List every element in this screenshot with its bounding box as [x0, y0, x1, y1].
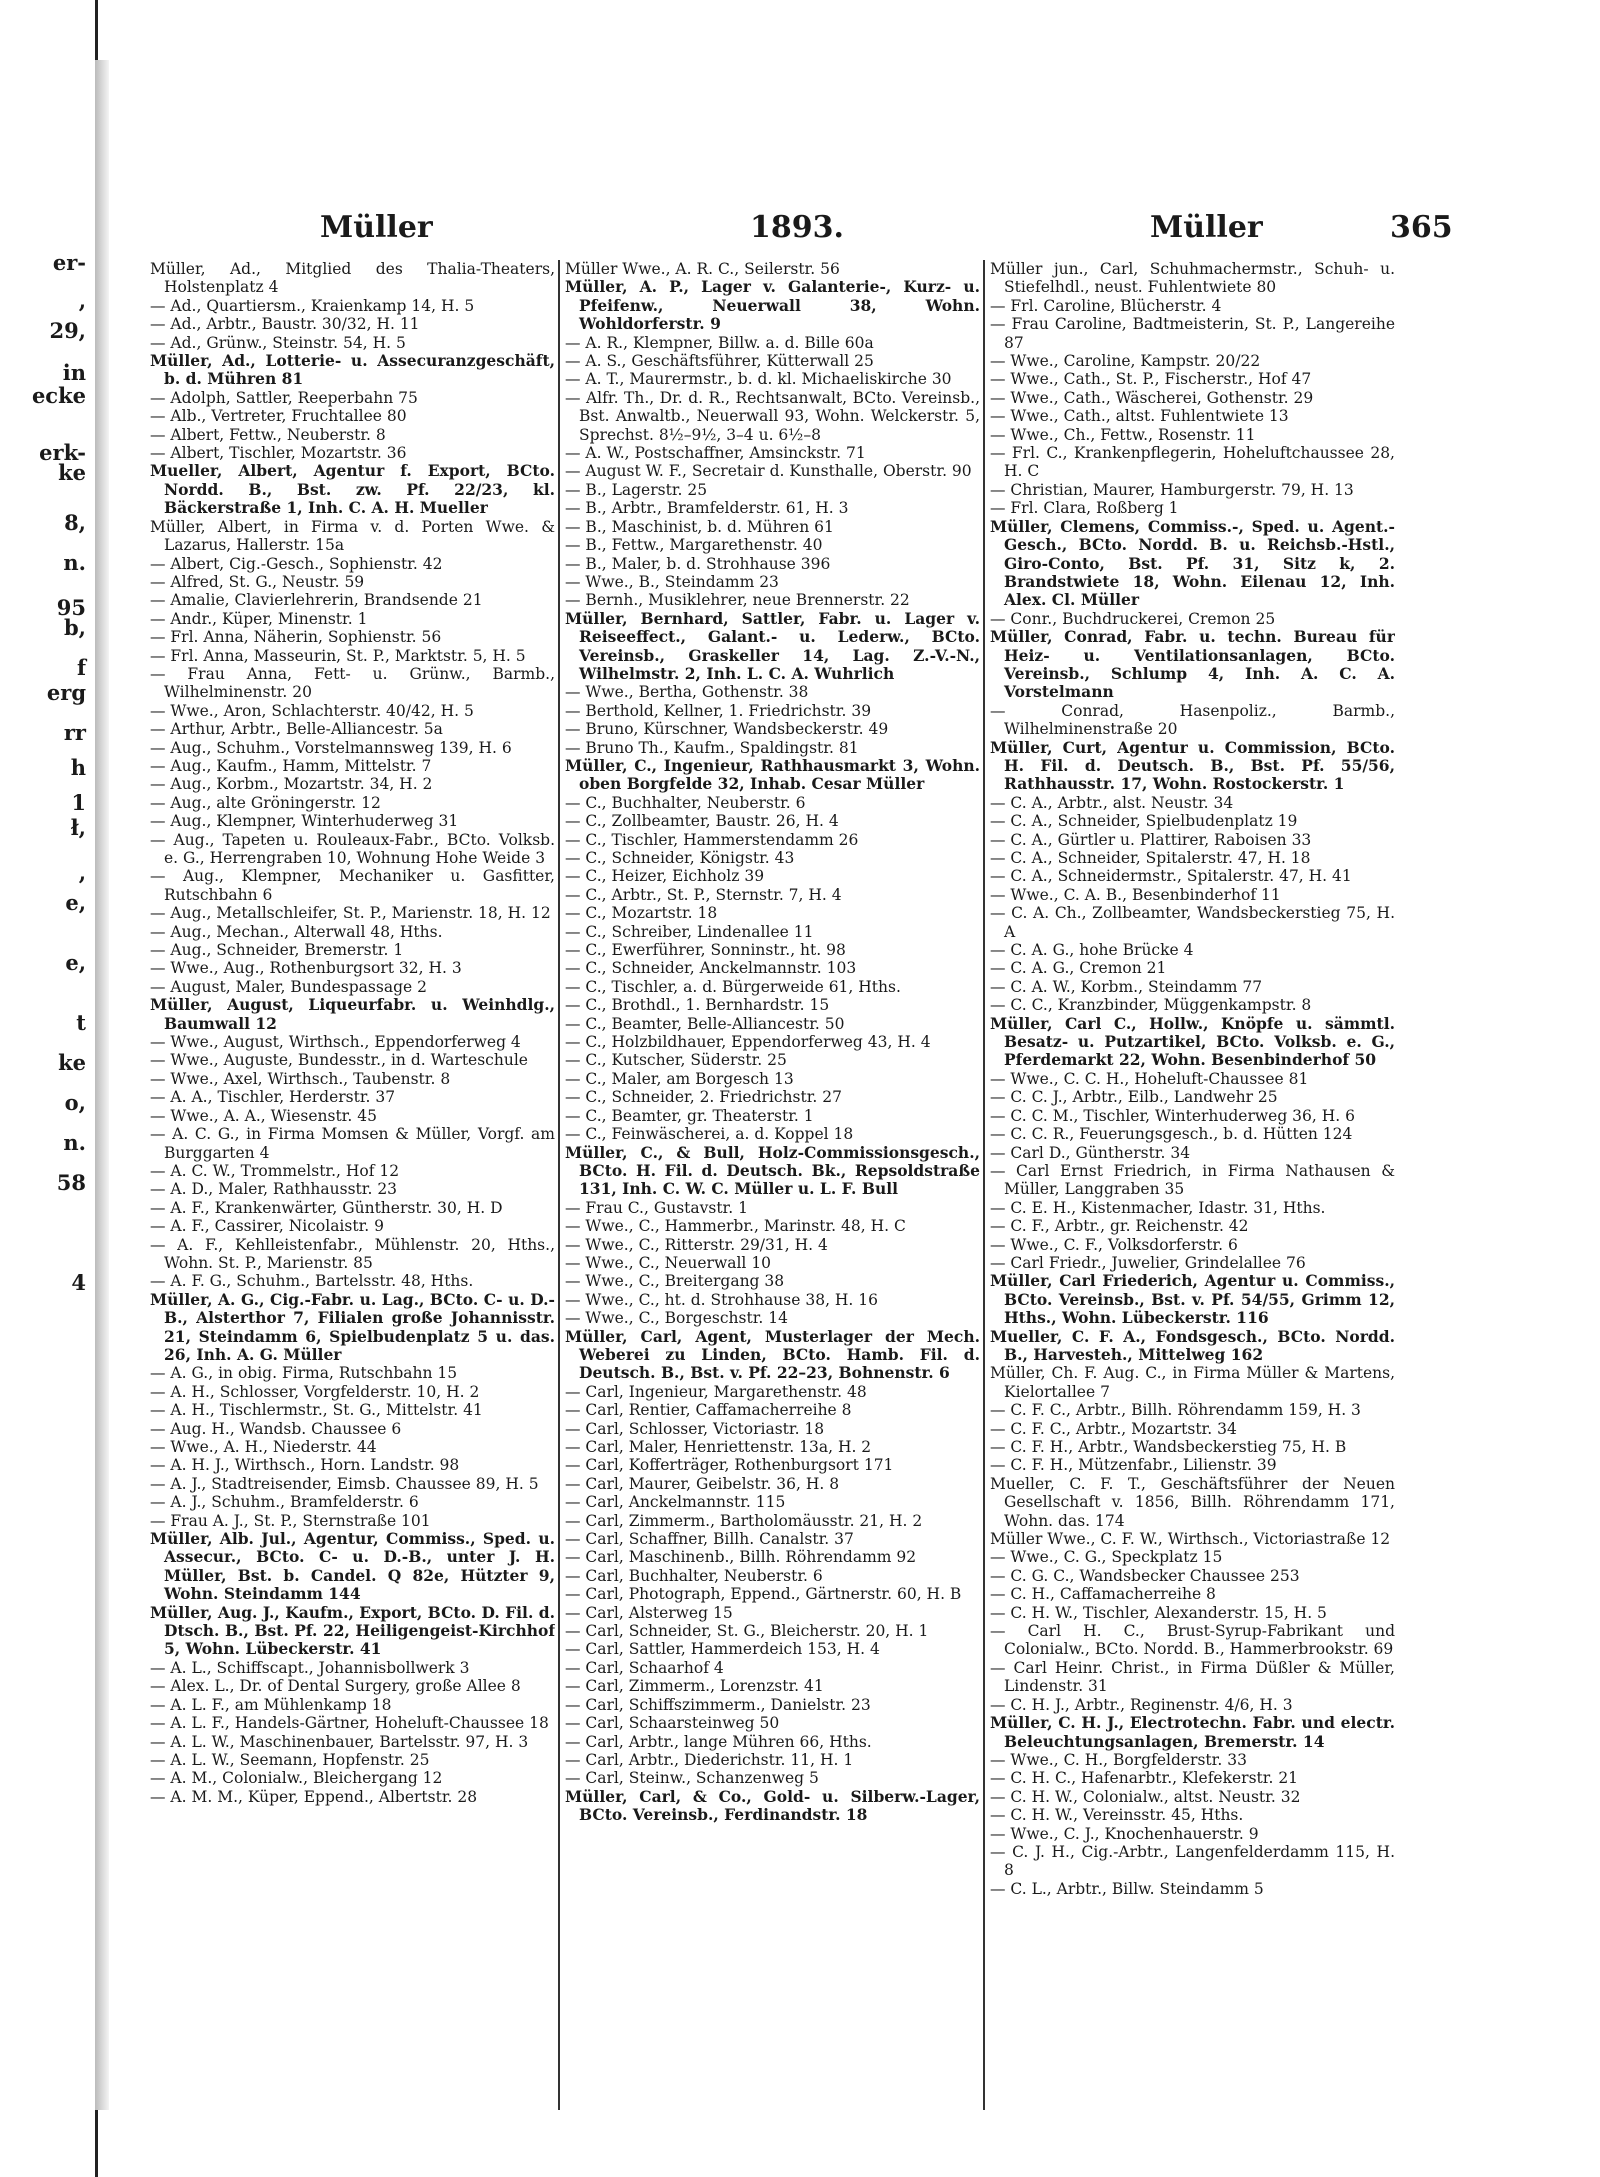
page-number: 365 [1390, 210, 1453, 245]
header-right: Müller [1150, 210, 1263, 245]
directory-entry: — C. C. M., Tischler, Winterhuderweg 36, H. 6 [990, 1106, 1355, 1125]
directory-entry: — A. D., Maler, Rathhausstr. 23 [150, 1180, 398, 1199]
directory-entry: — C., Brothdl., 1. Bernhardstr. 15 [565, 996, 830, 1015]
directory-entry: — Aug., Schneider, Bremerstr. 1 [150, 941, 404, 960]
directory-entry: Müller, Carl, & Co., Gold- u. Silberw.-Lager, BCto. Vereinsb., Ferdinandstr. 18 [565, 1786, 980, 1825]
directory-entry: — Wwe., Caroline, Kampstr. 20/22 [990, 352, 1261, 371]
directory-entry: — Aug., Tapeten u. Rouleaux-Fabr., BCto. Volksb. e. G., Herrengraben 10, Wohnung Hohe Weide 3 [150, 830, 555, 867]
directory-entry: — C., Tischler, a. d. Bürgerweide 61, Hths. [565, 977, 901, 996]
directory-entry: — C. F. H., Arbtr., Wandsbeckerstieg 75, H. B [990, 1438, 1347, 1456]
directory-entry: Mueller, Albert, Agentur f. Export, BCto. Nordd. B., Bst. zw. Pf. 22/23, kl. Bäckerstraße 1, Inh. C. A. H. Mueller [150, 461, 555, 518]
directory-entry: — A. F., Kehlleistenfabr., Mühlenstr. 20, Hths., Wohn. St. P., Marienstr. 85 [150, 1235, 555, 1272]
directory-entry: — Carl, Schaarhof 4 [565, 1658, 724, 1677]
directory-entry: — A. L., Schiffscapt., Johannisbollwerk 3 [150, 1658, 470, 1677]
directory-entry: — C., Schneider, Anckelmannstr. 103 [565, 959, 857, 978]
directory-entry: — C., Schneider, Königstr. 43 [565, 849, 795, 867]
directory-entry: — Aug. H., Wandsb. Chaussee 6 [150, 1419, 402, 1438]
directory-entry: — A. C. W., Trommelstr., Hof 12 [150, 1161, 400, 1180]
directory-entry: — Frl. Caroline, Blücherstr. 4 [990, 296, 1222, 315]
directory-entry: — Aug., alte Gröningerstr. 12 [150, 793, 381, 812]
directory-entry: — Wwe., C. F., Volksdorferstr. 6 [990, 1235, 1238, 1254]
directory-entry: — C., Maler, am Borgesch 13 [565, 1069, 794, 1088]
directory-entry: — C. A., Schneider, Spitalerstr. 47, H. 18 [990, 849, 1311, 867]
directory-entry: — C. F., Arbtr., gr. Reichenstr. 42 [990, 1217, 1249, 1236]
directory-entry: — C., Beamter, gr. Theaterstr. 1 [565, 1106, 814, 1125]
directory-entry: — Alex. L., Dr. of Dental Surgery, große Allee 8 [150, 1677, 521, 1696]
directory-entry: — Aug., Klempner, Winterhuderweg 31 [150, 812, 459, 831]
margin-fragment: erg [46, 680, 86, 705]
directory-entry: — A. F., Krankenwärter, Güntherstr. 30, H. D [150, 1198, 503, 1217]
directory-entry: Müller, Curt, Agentur u. Commission, BCto. H. Fil. d. Deutsch. B., Bst. Pf. 55/56, Rathhausstr. 17, Wohn. Rostockerstr. 1 [990, 737, 1395, 794]
directory-entry: — Carl, Schlosser, Victoriastr. 18 [565, 1419, 825, 1438]
margin-fragment: , [78, 860, 86, 885]
directory-entry: — A. M. M., Küper, Eppend., Albertstr. 28 [150, 1787, 478, 1806]
directory-entry: — Berthold, Kellner, 1. Friedrichstr. 39 [565, 701, 872, 720]
directory-entry: Müller, Aug. J., Kaufm., Export, BCto. D. Fil. d. Dtsch. B., Bst. Pf. 22, Heiligengeist-Kirchhof 5, Wohn. Lübeckerstr. 41 [150, 1602, 555, 1659]
directory-entry: — C. H. W., Tischler, Alexanderstr. 15, H. 5 [990, 1603, 1327, 1622]
directory-entry: — Wwe., C. G., Speckplatz 15 [990, 1548, 1223, 1567]
margin-fragment: h [70, 755, 86, 780]
directory-entry: — A. F. G., Schuhm., Bartelsstr. 48, Hths. [150, 1272, 474, 1291]
directory-entry: — A. J., Stadtreisender, Eimsb. Chaussee 89, H. 5 [150, 1474, 539, 1493]
directory-entry: — Carl, Photograph, Eppend., Gärtnerstr. 60, H. B [565, 1585, 962, 1604]
directory-entry: — Carl, Arbtr., lange Mühren 66, Hths. [565, 1732, 872, 1751]
directory-entry: — C., Heizer, Eichholz 39 [565, 867, 765, 886]
directory-entry: — Alfred, St. G., Neustr. 59 [150, 572, 365, 591]
directory-entry: — Aug., Metallschleifer, St. P., Marienstr. 18, H. 12 [150, 904, 551, 923]
directory-entry: — Carl D., Güntherstr. 34 [990, 1143, 1191, 1162]
directory-entry: Müller, Carl C., Hollw., Knöpfe u. sämmtl. Besatz- u. Putzartikel, BCto. Volksb. e. G., Pferdemarkt 22, Wohn. Besenbinderhof 50 [990, 1013, 1395, 1070]
directory-entry: — Bernh., Musiklehrer, neue Brennerstr. 22 [565, 591, 910, 610]
directory-entry: — C., Tischler, Hammerstendamm 26 [565, 830, 859, 849]
directory-entry: — C., Beamter, Belle-Alliancestr. 50 [565, 1014, 845, 1033]
directory-entry: — Wwe., C. C. H., Hoheluft-Chaussee 81 [990, 1069, 1309, 1088]
directory-entry: — C., Ewerführer, Sonninstr., ht. 98 [565, 941, 846, 960]
directory-entry: — C. C. R., Feuerungsgesch., b. d. Hütten 124 [990, 1125, 1353, 1144]
directory-entry: — Albert, Tischler, Mozartstr. 36 [150, 444, 407, 463]
directory-entry: — Carl, Buchhalter, Neuberstr. 6 [565, 1566, 823, 1585]
directory-entry: — Carl, Anckelmannstr. 115 [565, 1493, 786, 1512]
directory-entry: — C. A., Schneider, Spielbudenplatz 19 [990, 812, 1298, 831]
directory-entry: — Wwe., Ch., Fettw., Rosenstr. 11 [990, 425, 1256, 444]
directory-entry: — Christian, Maurer, Hamburgerstr. 79, H. 13 [990, 480, 1354, 499]
margin-fragment: , [78, 288, 86, 313]
directory-entry: — Carl, Sattler, Hammerdeich 153, H. 4 [565, 1640, 880, 1659]
directory-entry: — Carl, Schaffner, Billh. Canalstr. 37 [565, 1530, 854, 1549]
directory-entry: — B., Maler, b. d. Strohhause 396 [565, 554, 831, 573]
directory-entry: — August, Maler, Bundespassage 2 [150, 977, 427, 996]
directory-entry: — A. H., Tischlermstr., St. G., Mittelstr. 41 [150, 1401, 483, 1420]
directory-entry: — Carl, Maschinenb., Billh. Röhrendamm 92 [565, 1548, 917, 1567]
directory-entry: — B., Fettw., Margarethenstr. 40 [565, 536, 823, 555]
margin-fragment: 8, [64, 510, 86, 535]
directory-entry: — A. F., Cassirer, Nicolaistr. 9 [150, 1217, 384, 1236]
directory-entry: Müller, Albert, in Firma v. d. Porten Wwe. & Lazarus, Hallerstr. 15a [150, 517, 555, 555]
directory-entry: — Ad., Quartiersm., Kraienkamp 14, H. 5 [150, 296, 475, 315]
directory-entry: — Carl H. C., Brust-Syrup-Fabrikant und Colonialw., BCto. Nordd. B., Hammerbrookstr. 69 [990, 1622, 1395, 1659]
directory-entry: — Wwe., August, Wirthsch., Eppendorferweg 4 [150, 1033, 521, 1052]
directory-entry: — Frau Anna, Fett- u. Grünw., Barmb., Wilhelminenstr. 20 [150, 664, 555, 702]
margin-fragment: b, [64, 615, 86, 640]
directory-entry: — A. W., Postschaffner, Amsinckstr. 71 [565, 444, 866, 463]
directory-entry: — Carl, Maurer, Geibelstr. 36, H. 8 [565, 1474, 840, 1493]
directory-entry: — Carl, Ingenieur, Margarethenstr. 48 [565, 1382, 867, 1401]
margin-fragment: er- [52, 250, 86, 275]
margin-fragment: ke [58, 1050, 86, 1075]
directory-entry: — C. F. H., Mützenfabr., Lilienstr. 39 [990, 1456, 1277, 1475]
directory-entry: — C. C., Kranzbinder, Müggenkampstr. 8 [990, 996, 1312, 1015]
directory-entry: — A. T., Maurermstr., b. d. kl. Michaeliskirche 30 [565, 370, 952, 389]
directory-entry: Müller, C. H. J., Electrotechn. Fabr. und electr. Beleuchtungsanlagen, Bremerstr. 14 [990, 1713, 1395, 1751]
directory-entry: — Wwe., Cath., Wäscherei, Gothenstr. 29 [990, 388, 1314, 407]
margin-fragment: 29, [49, 318, 86, 343]
directory-entry: — Wwe., Aug., Rothenburgsort 32, H. 3 [150, 959, 462, 978]
directory-entry: — Wwe., C., Ritterstr. 29/31, H. 4 [565, 1235, 828, 1254]
margin-fragment: n. [63, 1130, 86, 1155]
directory-entry: — Wwe., C. J., Knochenhauerstr. 9 [990, 1824, 1259, 1843]
directory-entry: — C., Zollbeamter, Baustr. 26, H. 4 [565, 812, 839, 831]
directory-entry: — Wwe., Cath., altst. Fuhlentwiete 13 [990, 407, 1289, 426]
directory-entry: — C., Buchhalter, Neuberstr. 6 [565, 793, 806, 812]
directory-entry: — A. L. W., Maschinenbauer, Bartelsstr. 97, H. 3 [150, 1732, 529, 1751]
directory-entry: — Conrad, Hasenpoliz., Barmb., Wilhelminenstraße 20 [990, 701, 1395, 739]
directory-entry: — Ad., Grünw., Steinstr. 54, H. 5 [150, 333, 406, 352]
directory-entry: Müller, Ad., Mitglied des Thalia-Theaters, Holstenplatz 4 [150, 260, 555, 297]
column-2 [565, 260, 980, 2120]
column-3 [990, 260, 1395, 2120]
directory-entry: — C. A., Schneidermstr., Spitalerstr. 47, H. 41 [990, 867, 1352, 886]
directory-entry: — Carl, Kofferträger, Rothenburgsort 171 [565, 1456, 894, 1475]
directory-entry: — C. F. C., Arbtr., Mozartstr. 34 [990, 1419, 1237, 1438]
directory-entry: — Carl Ernst Friedrich, in Firma Nathausen & Müller, Langgraben 35 [990, 1161, 1395, 1199]
directory-page [150, 170, 1470, 2130]
directory-entry: — Conr., Buchdruckerei, Cremon 25 [990, 609, 1276, 628]
directory-entry: — Aug., Schuhm., Vorstelmannsweg 139, H. 6 [150, 738, 512, 757]
directory-entry: — Frl. Clara, Roßberg 1 [990, 499, 1179, 518]
directory-entry: — B., Maschinist, b. d. Mühren 61 [565, 517, 834, 536]
directory-entry: — Alb., Vertreter, Fruchtallee 80 [150, 407, 407, 426]
running-header [150, 210, 1470, 250]
directory-entry: — Frl. C., Krankenpflegerin, Hoheluftchaussee 28, H. C [990, 444, 1395, 481]
directory-entry: — C., Schneider, 2. Friedrichstr. 27 [565, 1088, 842, 1107]
directory-entry: — A. H., Schlosser, Vorgfelderstr. 10, H. 2 [150, 1382, 480, 1401]
directory-entry: — Albert, Cig.-Gesch., Sophienstr. 42 [150, 554, 443, 573]
directory-entry: — August W. F., Secretair d. Kunsthalle, Oberstr. 90 [565, 462, 972, 481]
directory-entry: Müller, C., Ingenieur, Rathhausmarkt 3, Wohn. oben Borgfelde 32, Inhab. Cesar Müller [565, 755, 980, 794]
margin-fragment: erk- [39, 440, 86, 465]
margin-fragment: ł, [70, 815, 86, 840]
directory-entry: — Carl, Zimmerm., Bartholomäusstr. 21, H. 2 [565, 1511, 923, 1530]
directory-entry: Müller Wwe., A. R. C., Seilerstr. 56 [565, 260, 840, 278]
margin-fragment: 58 [56, 1170, 86, 1195]
directory-entry: — Wwe., A. A., Wiesenstr. 45 [150, 1106, 377, 1125]
entry-columns [150, 260, 1470, 2120]
directory-entry: — C. J. H., Cig.-Arbtr., Langenfelderdamm 115, H. 8 [990, 1842, 1395, 1880]
directory-entry: — C. A. Ch., Zollbeamter, Wandsbeckerstieg 75, H. A [990, 904, 1395, 941]
directory-entry: — B., Arbtr., Bramfelderstr. 61, H. 3 [565, 499, 849, 518]
directory-entry: — C. L., Arbtr., Billw. Steindamm 5 [990, 1879, 1264, 1898]
directory-entry: — C., Feinwäscherei, a. d. Koppel 18 [565, 1125, 854, 1144]
directory-entry: — Wwe., B., Steindamm 23 [565, 572, 779, 591]
directory-entry: — Adolph, Sattler, Reeperbahn 75 [150, 388, 418, 407]
directory-entry: — Aug., Kaufm., Hamm, Mittelstr. 7 [150, 756, 432, 775]
directory-entry: Müller, Ch. F. Aug. C., in Firma Müller & Martens, Kielortallee 7 [990, 1364, 1395, 1401]
directory-entry: — Amalie, Clavierlehrerin, Brandsende 21 [150, 591, 483, 610]
directory-entry: Müller, Conrad, Fabr. u. techn. Bureau für Heiz- u. Ventilationsanlagen, BCto. Vereinsb., Schlump 4, Inh. A. C. A. Vorstelmann [990, 627, 1395, 702]
directory-entry: — Carl, Rentier, Caffamacherreihe 8 [565, 1401, 852, 1420]
directory-entry: — A. S., Geschäftsführer, Kütterwall 25 [565, 352, 874, 371]
directory-entry: — Wwe., C., Hammerbr., Marinstr. 48, H. C [565, 1217, 906, 1236]
directory-entry: — Frau Caroline, Badtmeisterin, St. P., Langereihe 87 [990, 315, 1395, 352]
directory-entry: — A. L. F., Handels-Gärtner, Hoheluft-Chaussee 18 [150, 1714, 549, 1733]
directory-entry: — Wwe., Bertha, Gothenstr. 38 [565, 683, 809, 702]
directory-entry: — C. A. G., Cremon 21 [990, 959, 1167, 978]
directory-entry: Müller, Carl Friederich, Agentur u. Commiss., BCto. Vereinsb., Bst. v. Pf. 54/55, Grimm 12, Hths., Wohn. Lübeckerstr. 116 [990, 1271, 1395, 1328]
margin-fragment: ecke [31, 383, 86, 408]
directory-entry: — C. A. G., hohe Brücke 4 [990, 941, 1194, 960]
directory-entry: — C., Arbtr., St. P., Sternstr. 7, H. 4 [565, 885, 842, 904]
directory-entry: — C. H. C., Hafenarbtr., Klefekerstr. 21 [990, 1769, 1299, 1788]
directory-entry: — Ad., Arbtr., Baustr. 30/32, H. 11 [150, 315, 420, 334]
directory-entry: — Wwe., C., Breitergang 38 [565, 1272, 785, 1291]
margin-fragment: e, [65, 950, 86, 975]
directory-entry: — A. H. J., Wirthsch., Horn. Landstr. 98 [150, 1456, 460, 1475]
directory-entry: Müller jun., Carl, Schuhmachermstr., Schuh- u. Stiefelhdl., neust. Fuhlentwiete 80 [990, 260, 1395, 297]
directory-entry: — Albert, Fettw., Neuberstr. 8 [150, 425, 386, 444]
directory-entry: — Wwe., C., ht. d. Strohhause 38, H. 16 [565, 1290, 879, 1309]
directory-entry: — Frl. Anna, Masseurin, St. P., Marktstr. 5, H. 5 [150, 646, 526, 665]
directory-entry: — Alfr. Th., Dr. d. R., Rechtsanwalt, BCto. Vereinsb., Bst. Anwaltb., Neuerwall 93, Wohn. Welckerstr. 5, Sprechst. 8½–9½, 3–4 u. 6½–8 [565, 388, 980, 444]
directory-entry: — Wwe., Auguste, Bundesstr., in d. Warteschule [150, 1051, 528, 1070]
directory-entry: Müller, C., & Bull, Holz-Commissionsgesch., BCto. H. Fil. d. Deutsch. Bk., Repsoldstraße 131, Inh. C. W. C. Müller u. L. F. Bull [565, 1142, 980, 1199]
directory-entry: Mueller, C. F. A., Fondsgesch., BCto. Nordd. B., Harvesteh., Mittelweg 162 [990, 1326, 1395, 1364]
directory-entry: — C. H. W., Vereinsstr. 45, Hths. [990, 1806, 1244, 1825]
directory-entry: — Wwe., Aron, Schlachterstr. 40/42, H. 5 [150, 701, 474, 720]
directory-entry: — C. H. J., Arbtr., Reginenstr. 4/6, H. 3 [990, 1695, 1293, 1714]
margin-fragment: t [76, 1010, 86, 1035]
directory-entry: Müller, August, Liqueurfabr. u. Weinhdlg., Baumwall 12 [150, 995, 555, 1033]
directory-entry: — Frau C., Gustavstr. 1 [565, 1198, 748, 1217]
directory-entry: — Wwe., C., Neuerwall 10 [565, 1253, 772, 1272]
previous-page-edge [0, 0, 98, 2177]
directory-entry: Müller, Ad., Lotterie- u. Assecuranzgeschäft, b. d. Mühren 81 [150, 351, 555, 389]
directory-entry: — Wwe., C. H., Borgfelderstr. 33 [990, 1750, 1247, 1769]
directory-entry: — C. H. W., Colonialw., altst. Neustr. 32 [990, 1787, 1301, 1806]
directory-entry: — A. L. W., Seemann, Hopfenstr. 25 [150, 1750, 430, 1769]
directory-entry: — A. C. G., in Firma Momsen & Müller, Vorgf. am Burggarten 4 [150, 1125, 555, 1162]
directory-entry: — Carl, Steinw., Schanzenweg 5 [565, 1769, 819, 1788]
directory-entry: — C. E. H., Kistenmacher, Idastr. 31, Hths. [990, 1198, 1326, 1217]
margin-fragment: ke [58, 460, 86, 485]
directory-entry: — Wwe., Cath., St. P., Fischerstr., Hof 47 [990, 370, 1312, 389]
directory-entry: Müller, A. G., Cig.-Fabr. u. Lag., BCto. C- u. D.-B., Alsterthor 7, Filialen große Johannisstr. 21, Steindamm 6, Spielbudenplatz 5 u. das. 26, Inh. A. G. Müller [150, 1289, 555, 1364]
directory-entry: — Wwe., A. H., Niederstr. 44 [150, 1438, 377, 1456]
directory-entry: — Frau A. J., St. P., Sternstraße 101 [150, 1511, 431, 1530]
directory-entry: — Bruno, Kürschner, Wandsbeckerstr. 49 [565, 720, 889, 739]
header-left: Müller [320, 210, 433, 245]
directory-entry: — C. G. C., Wandsbecker Chaussee 253 [990, 1566, 1300, 1585]
directory-entry: — C. A., Gürtler u. Plattirer, Raboisen 33 [990, 830, 1312, 849]
directory-entry: — Aug., Klempner, Mechaniker u. Gasfitter, Rutschbahn 6 [150, 867, 555, 904]
directory-entry: — C. A., Arbtr., alst. Neustr. 34 [990, 793, 1234, 812]
margin-fragment: 1 [71, 790, 86, 815]
directory-entry: Müller, Alb. Jul., Agentur, Commiss., Sped. u. Assecur., BCto. C- u. D.-B., unter J. H. Müller, Bst. b. Candel. Q 82e, Hützter 9, Wohn. Steindamm 144 [150, 1529, 555, 1604]
directory-entry: — Carl, Schiffszimmerm., Danielstr. 23 [565, 1695, 871, 1714]
directory-entry: — A. M., Colonialw., Bleichergang 12 [150, 1769, 443, 1788]
column-1 [150, 260, 555, 2120]
directory-entry: — A. J., Schuhm., Bramfelderstr. 6 [150, 1493, 419, 1512]
directory-entry: — Aug., Korbm., Mozartstr. 34, H. 2 [150, 775, 433, 794]
directory-entry: — C. C. J., Arbtr., Eilb., Landwehr 25 [990, 1088, 1278, 1107]
directory-entry: — C. H., Caffamacherreihe 8 [990, 1585, 1216, 1604]
directory-entry: Müller Wwe., C. F. W., Wirthsch., Victoriastraße 12 [990, 1530, 1391, 1549]
directory-entry: Mueller, C. F. T., Geschäftsführer der Neuen Gesellschaft v. 1856, Billh. Röhrendamm 171, Wohn. das. 174 [990, 1474, 1395, 1530]
directory-entry: — Wwe., C., Borgeschstr. 14 [565, 1309, 788, 1328]
directory-entry: — C. A. W., Korbm., Steindamm 77 [990, 977, 1263, 996]
directory-entry: — A. L. F., am Mühlenkamp 18 [150, 1695, 392, 1714]
book-gutter [95, 60, 109, 2110]
column-divider [558, 260, 560, 2110]
margin-fragment: f [76, 655, 86, 680]
directory-entry: — Wwe., Axel, Wirthsch., Taubenstr. 8 [150, 1069, 451, 1088]
margin-fragment: e, [65, 890, 86, 915]
directory-entry: — Carl, Zimmerm., Lorenzstr. 41 [565, 1677, 824, 1696]
directory-entry: — Carl Heinr. Christ., in Firma Düßler & Müller, Lindenstr. 31 [990, 1658, 1395, 1696]
directory-entry: — Carl, Alsterweg 15 [565, 1603, 733, 1622]
directory-entry: — B., Lagerstr. 25 [565, 480, 708, 499]
directory-entry: — Carl, Schneider, St. G., Bleicherstr. 20, H. 1 [565, 1622, 929, 1641]
directory-entry: — Wwe., C. A. B., Besenbinderhof 11 [990, 885, 1281, 904]
directory-entry: — A. R., Klempner, Billw. a. d. Bille 60a [565, 333, 874, 352]
directory-entry: — C., Holzbildhauer, Eppendorferweg 43, H. 4 [565, 1033, 931, 1052]
directory-entry: Müller, Carl, Agent, Musterlager der Mech. Weberei zu Linden, BCto. Hamb. Fil. d. Deutsch. B., Bst. v. Pf. 22–23, Bohnenstr. 6 [565, 1326, 980, 1383]
directory-entry: — Frl. Anna, Näherin, Sophienstr. 56 [150, 628, 442, 647]
header-year: 1893. [750, 210, 844, 245]
directory-entry: — C. F. C., Arbtr., Billh. Röhrendamm 159, H. 3 [990, 1401, 1361, 1420]
directory-entry: — Carl, Maler, Henriettenstr. 13a, H. 2 [565, 1438, 872, 1456]
column-divider [983, 260, 985, 2110]
directory-entry: Müller, Clemens, Commiss.-, Sped. u. Agent.-Gesch., BCto. Nordd. B. u. Reichsb.-Hstl., Giro-Conto, Bst. Pf. 31, Sitz k, 2. Brandstwiete 18, Wohn. Eilenau 12, Inh. Alex. Cl. Müller [990, 516, 1395, 610]
directory-entry: — Aug., Mechan., Alterwall 48, Hths. [150, 922, 443, 941]
directory-entry: — Andr., Küper, Minenstr. 1 [150, 609, 368, 628]
directory-entry: — Bruno Th., Kaufm., Spaldingstr. 81 [565, 738, 859, 757]
margin-fragment: rr [63, 720, 86, 745]
margin-fragment: 4 [71, 1270, 86, 1295]
directory-entry: — A. A., Tischler, Herderstr. 37 [150, 1088, 396, 1107]
directory-entry: — Carl, Arbtr., Diederichstr. 11, H. 1 [565, 1750, 854, 1769]
directory-entry: — C., Mozartstr. 18 [565, 904, 718, 923]
directory-entry: — A. G., in obig. Firma, Rutschbahn 15 [150, 1364, 458, 1383]
directory-entry: — Carl, Schaarsteinweg 50 [565, 1714, 780, 1733]
directory-entry: — Carl Friedr., Juwelier, Grindelallee 76 [990, 1253, 1306, 1272]
directory-entry: — C., Schreiber, Lindenallee 11 [565, 922, 814, 941]
directory-entry: Müller, Bernhard, Sattler, Fabr. u. Lager v. Reiseeffect., Galant.- u. Lederw., BCto. Vereinsb., Graskeller 14, Lag. Z.-V.-N., Wilhelmstr. 2, Inh. L. C. A. Wuhrlich [565, 608, 980, 683]
margin-fragment: o, [64, 1090, 86, 1115]
directory-entry: — Arthur, Arbtr., Belle-Alliancestr. 5a [150, 720, 443, 739]
directory-entry: — C., Kutscher, Süderstr. 25 [565, 1051, 787, 1070]
margin-fragment: 95 [56, 595, 86, 620]
margin-fragment: n. [63, 550, 86, 575]
directory-entry: Müller, A. P., Lager v. Galanterie-, Kurz- u. Pfeifenw., Neuerwall 38, Wohn. Wohldorferstr. 9 [565, 277, 980, 334]
margin-fragment: in [62, 360, 86, 385]
